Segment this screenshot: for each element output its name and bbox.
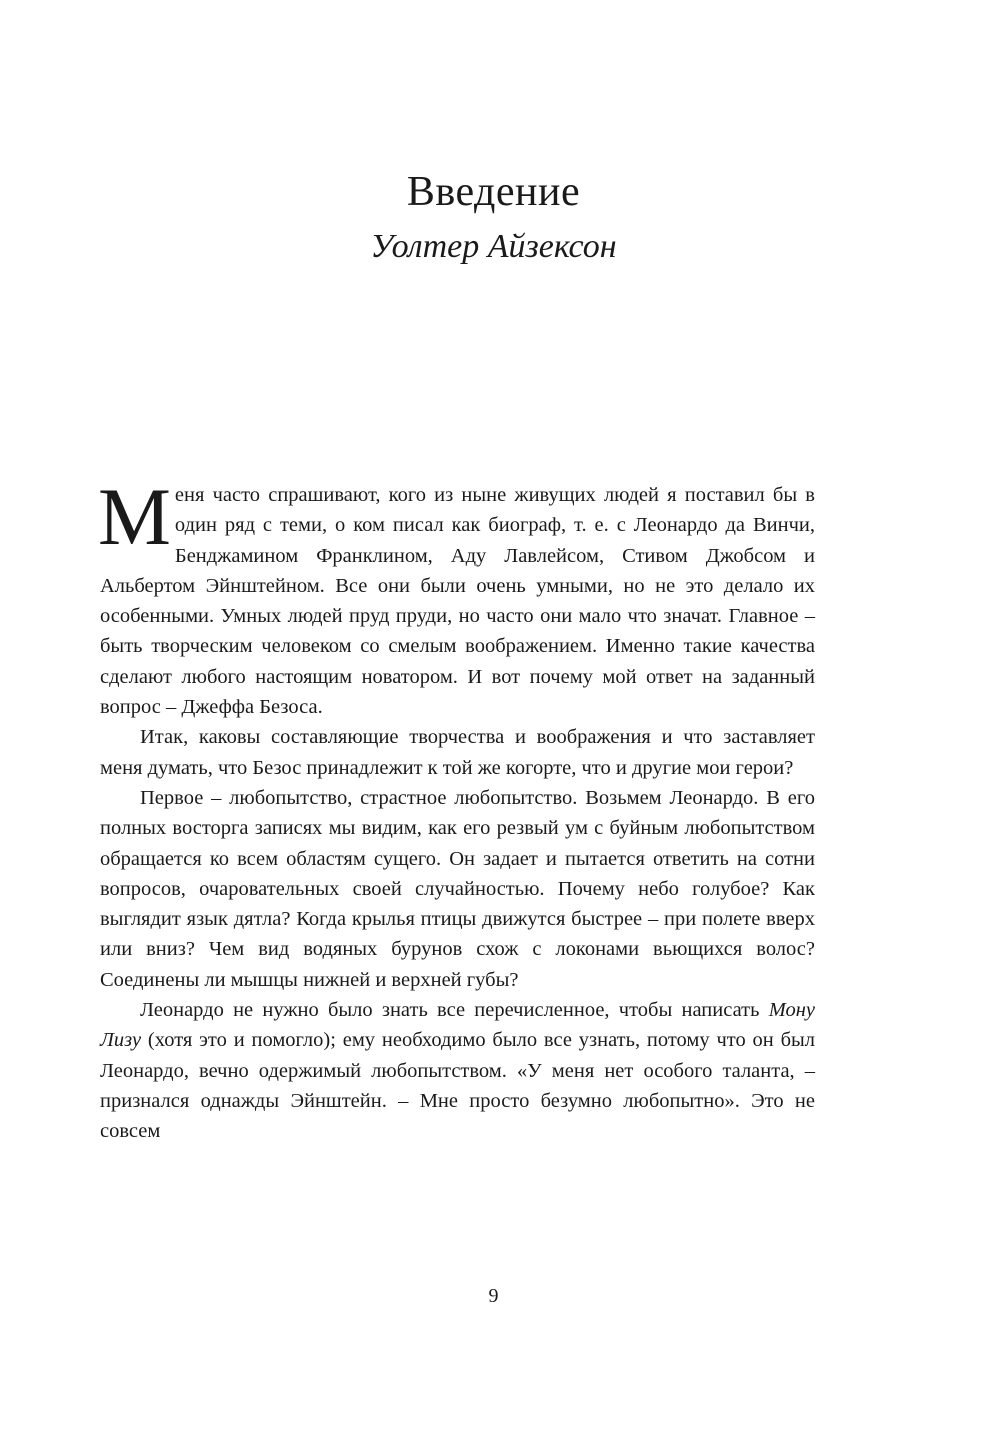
paragraph-4	[100, 995, 815, 1146]
chapter-title: Введение	[406, 169, 581, 215]
mona-lisa-italic: Мону Лизу	[100, 999, 815, 1052]
chapter-author: Уолтер Айзексон	[370, 228, 617, 265]
drop-cap: М	[98, 471, 171, 562]
paragraph-1-text: еня часто спрашивают, кого из ныне живущих людей я поставил бы в один ряд с теми, о ком писал как биограф, т. е. с Леонардо да Винчи, Бенджамином Франклином, Аду Лавлейсом, Стивом Джобсом и Альбертом Эйнштейном. Все они были очень умными, но не это делало их особенными. Умных людей пруд пруди, но часто они мало что значат. Главное – быть творческим человеком со смелым воображением. Именно такие качества сделают любого настоящим новатором. И вот почему мой ответ на заданный вопрос – Джеффа Безоса.	[100, 484, 815, 719]
paragraph-4-text-end: (хотя это и помогло); ему необходимо было все узнать, потому что он был Леонардо, вечно одержимый любопытством. «У меня нет особого таланта, – признался однажды Эйнштейн. – Мне просто безумно любопытно». Это не совсем	[100, 1029, 815, 1143]
paragraph-3: Первое – любопытство, страстное любопытство. Возьмем Леонардо. В его полных восторга записях мы видим, как его резвый ум с буйным любопытством обращается ко всем областям сущего. Он задает и пытается ответить на сотни вопросов, очаровательных своей случайностью. Почему небо голубое? Как выглядит язык дятла? Когда крылья птицы движутся быстрее – при полете вверх или вниз? Чем вид водяных бурунов схож с локонами вьющихся волос? Соединены ли мышцы нижней и верхней губы?	[100, 786, 815, 991]
paragraph-1	[98, 471, 815, 722]
body-text	[98, 471, 815, 1147]
paragraph-4-text-start: Леонардо не нужно было знать все перечисленное, чтобы написать	[140, 999, 769, 1022]
page-number: 9	[488, 1285, 499, 1307]
paragraph-2: Итак, каковы составляющие творчества и воображения и что заставляет меня думать, что Безос принадлежит к той же когорте, что и другие мои герои?	[100, 726, 815, 779]
